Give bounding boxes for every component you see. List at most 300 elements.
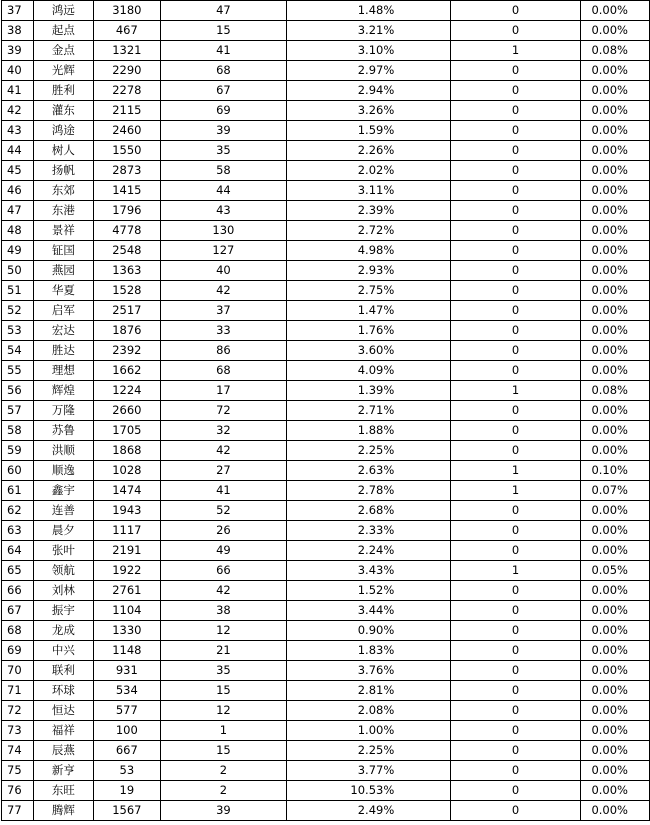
sub-count-cell: 127: [161, 241, 287, 261]
count-cell: 1705: [93, 421, 160, 441]
incident-rate-cell: 0.00%: [580, 701, 649, 721]
count-cell: 1662: [93, 361, 160, 381]
rate-cell: 10.53%: [286, 781, 451, 801]
sub-count-cell: 35: [161, 661, 287, 681]
row-number: 72: [2, 701, 34, 721]
incident-count-cell: 0: [451, 441, 580, 461]
row-number: 57: [2, 401, 34, 421]
name-cell: 领航: [34, 561, 93, 581]
row-number: 37: [2, 1, 34, 21]
name-cell: 理想: [34, 361, 93, 381]
name-cell: 辰燕: [34, 741, 93, 761]
count-cell: 2548: [93, 241, 160, 261]
name-cell: 东郊: [34, 181, 93, 201]
row-number: 69: [2, 641, 34, 661]
table-row: [2, 581, 650, 601]
incident-count-cell: 0: [451, 281, 580, 301]
row-number: 63: [2, 521, 34, 541]
rate-cell: 1.47%: [286, 301, 451, 321]
sub-count-cell: 66: [161, 561, 287, 581]
table-row: [2, 421, 650, 441]
sub-count-cell: 58: [161, 161, 287, 181]
incident-count-cell: 0: [451, 321, 580, 341]
row-number: 43: [2, 121, 34, 141]
incident-rate-cell: 0.00%: [580, 781, 649, 801]
incident-rate-cell: 0.08%: [580, 41, 649, 61]
name-cell: 鸿途: [34, 121, 93, 141]
row-number: 68: [2, 621, 34, 641]
count-cell: 2278: [93, 81, 160, 101]
row-number: 59: [2, 441, 34, 461]
name-cell: 东旺: [34, 781, 93, 801]
name-cell: 胜达: [34, 341, 93, 361]
name-cell: 金点: [34, 41, 93, 61]
rate-cell: 3.11%: [286, 181, 451, 201]
sub-count-cell: 41: [161, 41, 287, 61]
rate-cell: 3.77%: [286, 761, 451, 781]
name-cell: 景祥: [34, 221, 93, 241]
count-cell: 1415: [93, 181, 160, 201]
row-number: 77: [2, 801, 34, 821]
incident-count-cell: 0: [451, 101, 580, 121]
incident-rate-cell: 0.00%: [580, 121, 649, 141]
name-cell: 光辉: [34, 61, 93, 81]
incident-count-cell: 0: [451, 301, 580, 321]
count-cell: 667: [93, 741, 160, 761]
row-number: 74: [2, 741, 34, 761]
row-number: 76: [2, 781, 34, 801]
row-number: 44: [2, 141, 34, 161]
row-number: 75: [2, 761, 34, 781]
count-cell: 100: [93, 721, 160, 741]
sub-count-cell: 67: [161, 81, 287, 101]
table-row: [2, 381, 650, 401]
sub-count-cell: 42: [161, 441, 287, 461]
count-cell: 2660: [93, 401, 160, 421]
sub-count-cell: 2: [161, 761, 287, 781]
rate-cell: 2.33%: [286, 521, 451, 541]
table-row: [2, 141, 650, 161]
count-cell: 1474: [93, 481, 160, 501]
sub-count-cell: 42: [161, 581, 287, 601]
rate-cell: 1.39%: [286, 381, 451, 401]
incident-rate-cell: 0.00%: [580, 1, 649, 21]
rate-cell: 1.83%: [286, 641, 451, 661]
table-row: [2, 681, 650, 701]
count-cell: 2191: [93, 541, 160, 561]
incident-rate-cell: 0.00%: [580, 501, 649, 521]
incident-rate-cell: 0.05%: [580, 561, 649, 581]
incident-count-cell: 0: [451, 641, 580, 661]
sub-count-cell: 69: [161, 101, 287, 121]
count-cell: 1567: [93, 801, 160, 821]
count-cell: 1943: [93, 501, 160, 521]
sub-count-cell: 130: [161, 221, 287, 241]
incident-count-cell: 1: [451, 41, 580, 61]
name-cell: 起点: [34, 21, 93, 41]
incident-rate-cell: 0.00%: [580, 441, 649, 461]
rate-cell: 3.26%: [286, 101, 451, 121]
incident-rate-cell: 0.00%: [580, 21, 649, 41]
table-row: [2, 441, 650, 461]
rate-cell: 0.90%: [286, 621, 451, 641]
rate-cell: 3.60%: [286, 341, 451, 361]
name-cell: 连善: [34, 501, 93, 521]
incident-rate-cell: 0.00%: [580, 421, 649, 441]
sub-count-cell: 21: [161, 641, 287, 661]
table-row: [2, 401, 650, 421]
count-cell: 1796: [93, 201, 160, 221]
count-cell: 1104: [93, 601, 160, 621]
incident-rate-cell: 0.00%: [580, 681, 649, 701]
count-cell: 2460: [93, 121, 160, 141]
table-row: [2, 21, 650, 41]
rate-cell: 3.10%: [286, 41, 451, 61]
rate-cell: 2.81%: [286, 681, 451, 701]
sub-count-cell: 68: [161, 61, 287, 81]
table-row: [2, 781, 650, 801]
sub-count-cell: 35: [161, 141, 287, 161]
incident-rate-cell: 0.00%: [580, 601, 649, 621]
count-cell: 1922: [93, 561, 160, 581]
name-cell: 燕园: [34, 261, 93, 281]
table-row: [2, 501, 650, 521]
count-cell: 1868: [93, 441, 160, 461]
name-cell: 辉煌: [34, 381, 93, 401]
incident-count-cell: 1: [451, 561, 580, 581]
name-cell: 鑫宇: [34, 481, 93, 501]
incident-rate-cell: 0.00%: [580, 361, 649, 381]
sub-count-cell: 42: [161, 281, 287, 301]
sub-count-cell: 72: [161, 401, 287, 421]
name-cell: 环球: [34, 681, 93, 701]
sub-count-cell: 12: [161, 701, 287, 721]
rate-cell: 3.21%: [286, 21, 451, 41]
table-row: [2, 761, 650, 781]
count-cell: 2290: [93, 61, 160, 81]
name-cell: 胜利: [34, 81, 93, 101]
row-number: 67: [2, 601, 34, 621]
incident-rate-cell: 0.00%: [580, 321, 649, 341]
row-number: 65: [2, 561, 34, 581]
incident-rate-cell: 0.00%: [580, 661, 649, 681]
table-row: [2, 621, 650, 641]
row-number: 47: [2, 201, 34, 221]
sub-count-cell: 17: [161, 381, 287, 401]
incident-rate-cell: 0.00%: [580, 141, 649, 161]
table-row: [2, 701, 650, 721]
rate-cell: 1.59%: [286, 121, 451, 141]
row-number: 73: [2, 721, 34, 741]
table-row: [2, 741, 650, 761]
incident-count-cell: 0: [451, 201, 580, 221]
name-cell: 扬帆: [34, 161, 93, 181]
table-row: [2, 161, 650, 181]
count-cell: 2517: [93, 301, 160, 321]
sub-count-cell: 37: [161, 301, 287, 321]
sub-count-cell: 1: [161, 721, 287, 741]
name-cell: 灌东: [34, 101, 93, 121]
row-number: 64: [2, 541, 34, 561]
count-cell: 467: [93, 21, 160, 41]
count-cell: 2115: [93, 101, 160, 121]
rate-cell: 1.48%: [286, 1, 451, 21]
table-row: [2, 641, 650, 661]
rate-cell: 1.00%: [286, 721, 451, 741]
row-number: 39: [2, 41, 34, 61]
row-number: 45: [2, 161, 34, 181]
incident-count-cell: 1: [451, 481, 580, 501]
table-row: [2, 81, 650, 101]
table-row: [2, 201, 650, 221]
rate-cell: 1.88%: [286, 421, 451, 441]
sub-count-cell: 86: [161, 341, 287, 361]
rate-cell: 4.09%: [286, 361, 451, 381]
table-row: [2, 601, 650, 621]
rate-cell: 2.93%: [286, 261, 451, 281]
name-cell: 华夏: [34, 281, 93, 301]
table-row: [2, 801, 650, 821]
rate-cell: 1.76%: [286, 321, 451, 341]
name-cell: 洪顺: [34, 441, 93, 461]
count-cell: 931: [93, 661, 160, 681]
row-number: 38: [2, 21, 34, 41]
sub-count-cell: 68: [161, 361, 287, 381]
rate-cell: 2.72%: [286, 221, 451, 241]
count-cell: 2761: [93, 581, 160, 601]
table-row: [2, 221, 650, 241]
row-number: 54: [2, 341, 34, 361]
row-number: 62: [2, 501, 34, 521]
incident-rate-cell: 0.00%: [580, 761, 649, 781]
incident-count-cell: 0: [451, 1, 580, 21]
count-cell: 53: [93, 761, 160, 781]
count-cell: 1117: [93, 521, 160, 541]
incident-count-cell: 0: [451, 681, 580, 701]
rate-cell: 2.39%: [286, 201, 451, 221]
incident-rate-cell: 0.00%: [580, 201, 649, 221]
table-row: [2, 41, 650, 61]
sub-count-cell: 27: [161, 461, 287, 481]
sub-count-cell: 15: [161, 681, 287, 701]
rate-cell: 2.25%: [286, 441, 451, 461]
name-cell: 龙成: [34, 621, 93, 641]
sub-count-cell: 32: [161, 421, 287, 441]
incident-rate-cell: 0.00%: [580, 401, 649, 421]
sub-count-cell: 15: [161, 21, 287, 41]
incident-rate-cell: 0.00%: [580, 81, 649, 101]
incident-count-cell: 0: [451, 221, 580, 241]
incident-count-cell: 0: [451, 541, 580, 561]
table-row: [2, 481, 650, 501]
incident-rate-cell: 0.00%: [580, 741, 649, 761]
sub-count-cell: 2: [161, 781, 287, 801]
rate-cell: 3.43%: [286, 561, 451, 581]
count-cell: 2392: [93, 341, 160, 361]
table-row: [2, 101, 650, 121]
rate-cell: 2.02%: [286, 161, 451, 181]
incident-rate-cell: 0.00%: [580, 61, 649, 81]
sub-count-cell: 47: [161, 1, 287, 21]
row-number: 46: [2, 181, 34, 201]
row-number: 41: [2, 81, 34, 101]
incident-count-cell: 1: [451, 381, 580, 401]
row-number: 42: [2, 101, 34, 121]
incident-rate-cell: 0.00%: [580, 621, 649, 641]
rate-cell: 3.44%: [286, 601, 451, 621]
count-cell: 577: [93, 701, 160, 721]
name-cell: 联利: [34, 661, 93, 681]
rate-cell: 2.94%: [286, 81, 451, 101]
name-cell: 钲国: [34, 241, 93, 261]
incident-count-cell: 0: [451, 761, 580, 781]
name-cell: 宏达: [34, 321, 93, 341]
table-row: [2, 181, 650, 201]
row-number: 56: [2, 381, 34, 401]
incident-count-cell: 0: [451, 621, 580, 641]
row-number: 48: [2, 221, 34, 241]
name-cell: 福祥: [34, 721, 93, 741]
table-row: [2, 361, 650, 381]
incident-rate-cell: 0.00%: [580, 261, 649, 281]
name-cell: 万隆: [34, 401, 93, 421]
incident-count-cell: 0: [451, 181, 580, 201]
rate-cell: 2.75%: [286, 281, 451, 301]
row-number: 40: [2, 61, 34, 81]
rate-cell: 2.97%: [286, 61, 451, 81]
rate-cell: 2.63%: [286, 461, 451, 481]
name-cell: 树人: [34, 141, 93, 161]
table-row: [2, 541, 650, 561]
incident-count-cell: 0: [451, 361, 580, 381]
name-cell: 振宇: [34, 601, 93, 621]
incident-count-cell: 0: [451, 801, 580, 821]
sub-count-cell: 43: [161, 201, 287, 221]
incident-rate-cell: 0.00%: [580, 541, 649, 561]
incident-count-cell: 1: [451, 461, 580, 481]
incident-rate-cell: 0.00%: [580, 221, 649, 241]
incident-rate-cell: 0.00%: [580, 161, 649, 181]
incident-rate-cell: 0.07%: [580, 481, 649, 501]
count-cell: 1876: [93, 321, 160, 341]
incident-count-cell: 0: [451, 21, 580, 41]
sub-count-cell: 52: [161, 501, 287, 521]
count-cell: 4778: [93, 221, 160, 241]
name-cell: 腾辉: [34, 801, 93, 821]
row-number: 60: [2, 461, 34, 481]
row-number: 61: [2, 481, 34, 501]
name-cell: 中兴: [34, 641, 93, 661]
data-table: [1, 0, 650, 821]
name-cell: 刘林: [34, 581, 93, 601]
name-cell: 晨夕: [34, 521, 93, 541]
incident-count-cell: 0: [451, 741, 580, 761]
incident-count-cell: 0: [451, 581, 580, 601]
sub-count-cell: 44: [161, 181, 287, 201]
incident-count-cell: 0: [451, 241, 580, 261]
table-row: [2, 521, 650, 541]
row-number: 52: [2, 301, 34, 321]
table-row: [2, 261, 650, 281]
row-number: 58: [2, 421, 34, 441]
rate-cell: 2.49%: [286, 801, 451, 821]
rate-cell: 2.78%: [286, 481, 451, 501]
table-row: [2, 321, 650, 341]
rate-cell: 2.08%: [286, 701, 451, 721]
row-number: 53: [2, 321, 34, 341]
incident-rate-cell: 0.00%: [580, 281, 649, 301]
incident-count-cell: 0: [451, 401, 580, 421]
table-row: [2, 461, 650, 481]
count-cell: 1148: [93, 641, 160, 661]
name-cell: 张叶: [34, 541, 93, 561]
name-cell: 启军: [34, 301, 93, 321]
incident-count-cell: 0: [451, 81, 580, 101]
incident-count-cell: 0: [451, 781, 580, 801]
count-cell: 534: [93, 681, 160, 701]
table-row: [2, 281, 650, 301]
table-row: [2, 341, 650, 361]
rate-cell: 1.52%: [286, 581, 451, 601]
count-cell: 3180: [93, 1, 160, 21]
count-cell: 1363: [93, 261, 160, 281]
table-row: [2, 301, 650, 321]
sub-count-cell: 40: [161, 261, 287, 281]
incident-rate-cell: 0.00%: [580, 341, 649, 361]
incident-count-cell: 0: [451, 61, 580, 81]
table-row: [2, 241, 650, 261]
count-cell: 1528: [93, 281, 160, 301]
rate-cell: 2.68%: [286, 501, 451, 521]
incident-rate-cell: 0.00%: [580, 301, 649, 321]
incident-rate-cell: 0.00%: [580, 241, 649, 261]
sub-count-cell: 15: [161, 741, 287, 761]
incident-rate-cell: 0.10%: [580, 461, 649, 481]
sub-count-cell: 49: [161, 541, 287, 561]
incident-rate-cell: 0.08%: [580, 381, 649, 401]
incident-rate-cell: 0.00%: [580, 801, 649, 821]
count-cell: 19: [93, 781, 160, 801]
sub-count-cell: 26: [161, 521, 287, 541]
row-number: 66: [2, 581, 34, 601]
row-number: 50: [2, 261, 34, 281]
incident-count-cell: 0: [451, 121, 580, 141]
row-number: 51: [2, 281, 34, 301]
sub-count-cell: 39: [161, 801, 287, 821]
row-number: 71: [2, 681, 34, 701]
table-row: [2, 561, 650, 581]
row-number: 55: [2, 361, 34, 381]
count-cell: 2873: [93, 161, 160, 181]
incident-count-cell: 0: [451, 261, 580, 281]
sub-count-cell: 12: [161, 621, 287, 641]
sub-count-cell: 33: [161, 321, 287, 341]
count-cell: 1028: [93, 461, 160, 481]
incident-rate-cell: 0.00%: [580, 641, 649, 661]
incident-count-cell: 0: [451, 341, 580, 361]
rate-cell: 2.25%: [286, 741, 451, 761]
incident-rate-cell: 0.00%: [580, 521, 649, 541]
count-cell: 1330: [93, 621, 160, 641]
incident-count-cell: 0: [451, 141, 580, 161]
incident-rate-cell: 0.00%: [580, 181, 649, 201]
row-number: 49: [2, 241, 34, 261]
incident-rate-cell: 0.00%: [580, 101, 649, 121]
row-number: 70: [2, 661, 34, 681]
name-cell: 鸿远: [34, 1, 93, 21]
incident-count-cell: 0: [451, 721, 580, 741]
sub-count-cell: 39: [161, 121, 287, 141]
